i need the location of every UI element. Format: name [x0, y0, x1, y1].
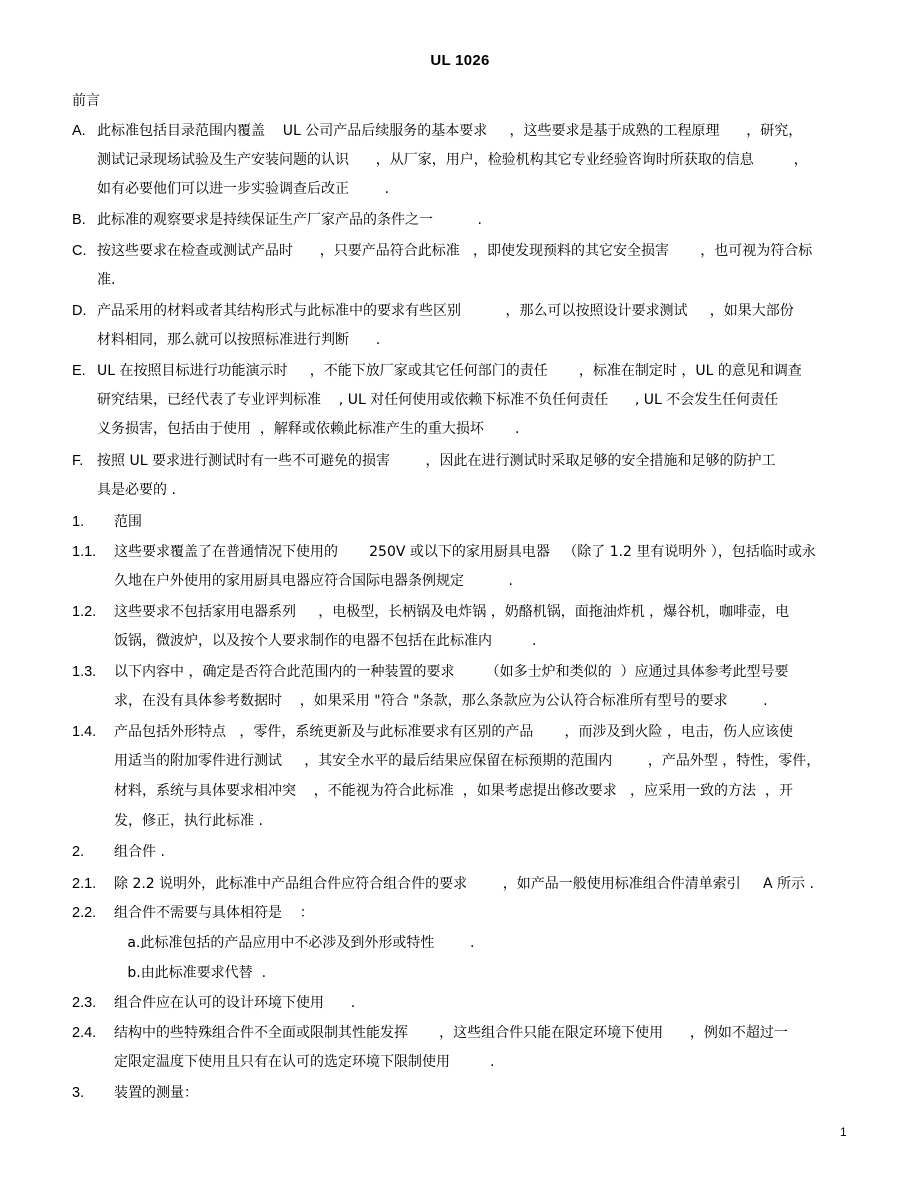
- list-item: b.由此标准要求代替 .: [114, 965, 267, 981]
- section-label: 2.1.: [72, 876, 97, 892]
- text-line: 此标准的观察要求是持续保证生产厂家产品的条件之一 .: [97, 212, 482, 228]
- section-label: 1.3.: [72, 664, 97, 680]
- text-line: 测试记录现场试验及生产安装问题的认识 ，从厂家，用户，检验机构其它专业经验咨询时所获取的信息 ，: [97, 152, 808, 168]
- section-heading: 组合件 .: [114, 844, 165, 860]
- list-item: a.此标准包括的产品应用中不必涉及到外形或特性 .: [114, 935, 475, 951]
- section-label: 2.3.: [72, 995, 97, 1011]
- text-line: 求，在没有具体参考数据时 ，如果采用 "符合 "条款，那么条款应为公认符合标准所有型号的要求 .: [114, 693, 768, 709]
- section-label: 1.2.: [72, 604, 97, 620]
- section-label: B.: [72, 212, 86, 228]
- text-line: 用适当的附加零件进行测试 ，其安全水平的最后结果应保留在标预期的范围内 ，产品外型 ，特性，零件，: [114, 753, 821, 769]
- text-line: 除 2.2 说明外，此标准中产品组合件应符合组合件的要求 ，如产品一般使用标准组合件清单索引 A 所示 .: [114, 876, 814, 892]
- section-label: 2.4.: [72, 1025, 97, 1041]
- section-label: 2.: [72, 844, 85, 860]
- text-line: 产品采用的材料或者其结构形式与此标准中的要求有些区别 ，那么可以按照设计要求测试 ，如果大部份: [97, 303, 794, 319]
- text-line: 材料相同，那么就可以按照标准进行判断 .: [97, 332, 381, 348]
- text-line: 发，修正，执行此标准 .: [114, 813, 263, 829]
- section-label: F.: [72, 453, 84, 469]
- page-number: 1: [840, 1125, 847, 1139]
- text-line: 这些要求不包括家用电器系列 ，电极型，长柄锅及电炸锅 ，奶酪机锅，面拖油炸机 ，爆谷机，咖啡壶，电: [114, 604, 790, 620]
- text-line: 定限定温度下使用且只有在认可的选定环境下限制使用 .: [114, 1054, 495, 1070]
- section-label: 1.1.: [72, 544, 97, 560]
- section-label: A.: [72, 123, 86, 139]
- section-label: 1.: [72, 514, 85, 530]
- text-line: 此标准包括目录范围内覆盖 UL 公司产品后续服务的基本要求 ，这些要求是基于成熟的工程原理 ，研究，: [97, 123, 803, 139]
- text-line: 结构中的些特殊组合件不全面或限制其性能发挥 ，这些组合件只能在限定环境下使用 ，例如不超过一: [114, 1025, 788, 1041]
- text-line: 准.: [97, 272, 116, 288]
- section-label: D.: [72, 303, 87, 319]
- text-line: 按照 UL 要求进行测试时有一些不可避免的损害 ，因此在进行测试时采取足够的安全措施和足够的防护工: [97, 453, 776, 469]
- text-line: 产品包括外形特点 ，零件，系统更新及与此标准要求有区别的产品 ，而涉及到火险 ，电击，伤人应该使: [114, 724, 793, 740]
- text-line: 按这些要求在检查或测试产品时 ，只要产品符合此标准 ，即使发现预料的其它安全损害 ，也可视为符合标: [97, 243, 813, 259]
- section-label: E.: [72, 363, 86, 379]
- text-line: 这些要求覆盖了在普通情况下使用的 250V 或以下的家用厨具电器 （除了 1.2 里有说明外 ），包括临时或永: [114, 544, 816, 560]
- text-line: 材料，系统与具体要求相冲突 ，不能视为符合此标准 ，如果考虑提出修改要求 ，应采用一致的方法 ，开: [114, 783, 793, 799]
- text-line: UL 在按照目标进行功能演示时 ，不能下放厂家或其它任何部门的责任 ，标准在制定时 ，UL 的意见和调查: [97, 363, 802, 379]
- section-heading: 范围: [114, 514, 142, 530]
- section-label: 1.4.: [72, 724, 97, 740]
- section-label: 3.: [72, 1085, 85, 1101]
- preface-heading: 前言: [72, 93, 100, 109]
- text-line: 义务损害，包括由于使用 ，解释或依赖此标准产生的重大损坏 .: [97, 421, 520, 437]
- text-line: 组合件应在认可的设计环境下使用 .: [114, 995, 356, 1011]
- text-line: 组合件不需要与具体相符是 ：: [114, 905, 314, 921]
- text-line: 久地在户外使用的家用厨具电器应符合国际电器条例规定 .: [114, 573, 513, 589]
- section-label: 2.2.: [72, 905, 97, 921]
- document-title: UL 1026: [430, 52, 490, 69]
- section-heading: 装置的测量：: [114, 1085, 198, 1101]
- text-line: 饭锅，微波炉，以及按个人要求制作的电器不包括在此标准内 .: [114, 633, 537, 649]
- section-label: C.: [72, 243, 87, 259]
- text-line: 具是必要的 .: [97, 482, 176, 498]
- text-line: 如有必要他们可以进一步实验调查后改正 .: [97, 181, 390, 197]
- text-line: 研究结果，已经代表了专业评判标准 , UL 对任何使用或依赖下标准不负任何责任 , UL 不会发生任何责任: [97, 392, 779, 408]
- text-line: 以下内容中 ，确定是否符合此范围内的一种装置的要求 （如多士炉和类似的 ）应通过具体参考此型号要: [114, 664, 789, 680]
